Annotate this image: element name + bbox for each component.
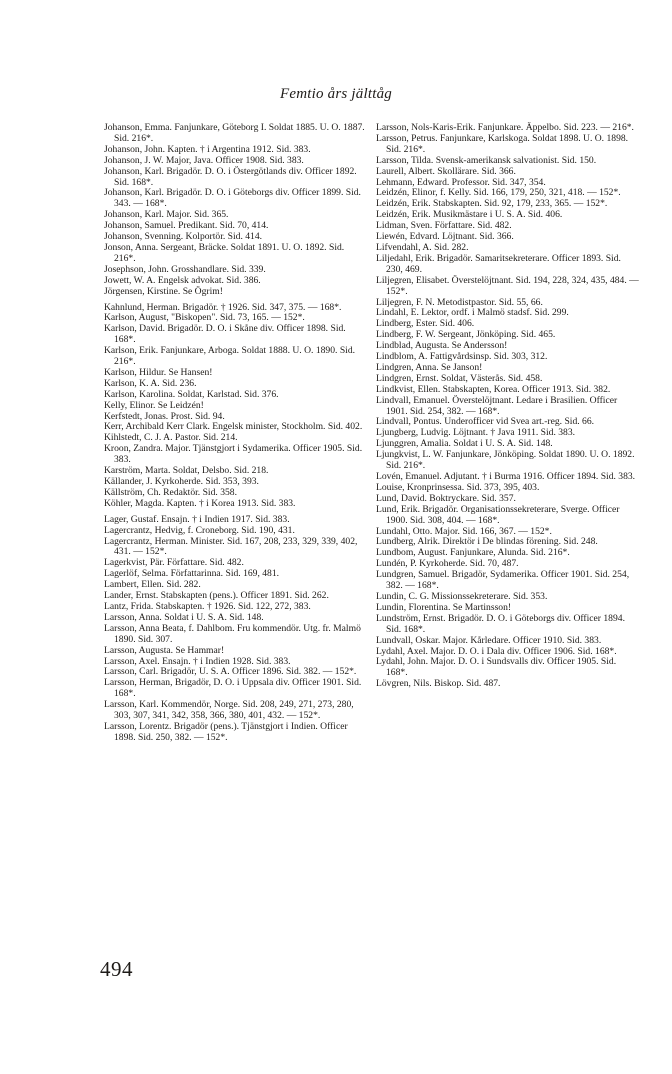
index-entry: Lydahl, Axel. Major. D. O. i Dala div. Officer 1906. Sid. 168*. [376,645,617,657]
index-entry: Leidzén, Erik. Musikmästare i U. S. A. Sid. 406. [376,209,563,221]
index-entry: Lambert, Ellen. Sid. 282. [104,579,201,591]
index-entry: Ljungkvist, L. W. Fanjunkare, Jönköping. Soldat 1890. U. O. 1892. Sid. 216*. [376,449,635,472]
index-entry: Kerfstedt, Jonas. Prost. Sid. 94. [104,410,225,422]
index-entry: Kahnlund, Herman. Brigadör. † 1926. Sid. 347, 375. — 168*. [104,301,342,313]
index-entry: Karlson, David. Brigadör. D. O. i Skåne div. Officer 1898. Sid. 168*. [104,323,346,346]
index-entry: Lundin, Florentina. Se Martinsson! [376,601,512,613]
index-column-left [104,123,367,744]
index-entry: Larsson, Karl. Kommendör, Norge. Sid. 208, 249, 271, 273, 280, 303, 307, 341, 342, 358, 366, 380, 401, 432. — 152*. [104,699,354,722]
index-entry: Johanson, Karl. Brigadör. D. O. i Östergötlands div. Officer 1892. Sid. 168*. [104,165,357,188]
index-entry: Karlson, K. A. Sid. 236. [104,377,197,389]
index-entry: Lundbom, August. Fanjunkare, Alunda. Sid. 216*. [376,547,570,559]
index-entry: Kihlstedt, C. J. A. Pastor. Sid. 214. [104,432,238,444]
index-entry: Kroon, Zandra. Major. Tjänstgjort i Sydamerika. Officer 1905. Sid. 383. [104,443,363,466]
index-entry: Källander, J. Kyrkoherde. Sid. 353, 393. [104,476,259,487]
index-entry: Lövgren, Nils. Biskop. Sid. 487. [376,678,501,690]
index-entry: Lidman, Sven. Författare. Sid. 482. [376,220,512,232]
index-entry: Liljedahl, Erik. Brigadör. Samaritsekreterare. Officer 1893. Sid. 230, 469. [376,252,621,275]
index-entry: Lindgren, Anna. Se Janson! [376,361,483,373]
index-column-right [376,123,639,690]
index-entry: Larsson, Tilda. Svensk-amerikansk salvationist. Sid. 150. [376,154,597,166]
index-entry: Larsson, Herman, Brigadör, D. O. i Uppsala div. Officer 1901. Sid. 168*. [104,677,362,700]
index-entry: Lund, David. Boktryckare. Sid. 357. [376,492,516,504]
index-entry: Lagercrantz, Herman. Minister. Sid. 167, 208, 233, 329, 339, 402, 431. — 152*. [104,535,358,558]
index-entry: Liljegren, F. N. Metodistpastor. Sid. 55, 66. [376,296,543,308]
index-entry: Johanson, Karl. Brigadör. D. O. i Göteborgs div. Officer 1899. Sid. 343. — 168*. [104,187,361,210]
index-entry: Laurell, Albert. Skollärare. Sid. 366. [376,165,516,177]
index-entry: Lindblad, Augusta. Se Andersson! [376,340,508,352]
index-entry: Källström, Ch. Redaktör. Sid. 358. [104,486,237,498]
index-entry: Ljungberg, Ludvig. Löjtnant. † Java 1911. Sid. 383. [376,427,576,439]
index-entry: Kelly, Elinor. Se Leidzén! [104,399,204,411]
index-entry: Lehmann, Edward. Professor. Sid. 347, 354. [376,176,546,188]
index-entry: Larsson, Axel. Ensajn. † i Indien 1928. Sid. 383. [104,655,291,667]
index-entry: Louise, Kronprinsessa. Sid. 373, 395, 403. [376,481,540,493]
index-entry: Jowett, W. A. Engelsk advokat. Sid. 386. [104,274,261,286]
index-entry: Lagerlöf, Selma. Författarinna. Sid. 169, 481. [104,568,280,580]
index-entry: Johanson, John. Kapten. † i Argentina 1912. Sid. 383. [104,143,311,155]
index-entry: Lindkvist, Ellen. Stabskapten, Korea. Officer 1913. Sid. 382. [376,383,611,395]
index-entry: Lundström, Ernst. Brigadör. D. O. i Göteborgs div. Officer 1894. Sid. 168*. [376,612,625,635]
index-entry: Larsson, Nols-Karis-Erik. Fanjunkare. Äppelbo. Sid. 223. — 216*. [376,122,634,133]
index-entry: Lagerkvist, Pär. Författare. Sid. 482. [104,557,244,569]
index-entry: Leidzén, Elinor, f. Kelly. Sid. 166, 179, 250, 321, 418. — 152*. [376,187,621,199]
index-entry: Lindberg, Ester. Sid. 406. [376,318,475,330]
index-entry: Karlson, August, "Biskopen". Sid. 73, 165. — 152*. [104,312,305,324]
index-entry: Lander, Ernst. Stabskapten (pens.). Officer 1891. Sid. 262. [104,590,329,602]
index-entry: Lindvall, Pontus. Underofficer vid Svea art.-reg. Sid. 66. [376,416,595,428]
index-entry: Larsson, Carl. Brigadör, U. S. A. Officer 1896. Sid. 382. — 152*. [104,666,357,678]
index-entry: Ljunggren, Amalia. Soldat i U. S. A. Sid. 148. [376,438,553,450]
index-entry: Lindblom, A. Fattigvårdsinsp. Sid. 303, 312. [376,351,548,363]
index-entry: Lindahl, E. Lektor, ordf. i Malmö stadsf. Sid. 299. [376,307,569,319]
index-entry: Leidzén, Erik. Stabskapten. Sid. 92, 179, 233, 365. — 152*. [376,198,608,210]
index-entry: Larsson, Anna. Soldat i U. S. A. Sid. 148. [104,611,264,623]
index-entry: Liewén, Edvard. Löjtnant. Sid. 366. [376,231,514,243]
index-entry: Lagercrantz, Hedvig, f. Croneborg. Sid. 190, 431. [104,524,295,536]
index-entry: Karlson, Karolina. Soldat, Karlstad. Sid. 376. [104,388,279,400]
index-entry: Lundin, C. G. Missionssekreterare. Sid. 353. [376,590,548,602]
index-entry: Kerr, Archibald Kerr Clark. Engelsk minister, Stockholm. Sid. 402. [104,421,363,433]
index-entry: Larsson, Lorentz. Brigadör (pens.). Tjänstgjort i Indien. Officer 1898. Sid. 250, 382. — 152*. [104,720,348,743]
index-entry: Liljegren, Elisabet. Överstelöjtnant. Sid. 194, 228, 324, 435, 484. — 152*. [376,274,639,297]
index-entry: Lovén, Emanuel. Adjutant. † i Burma 1916. Officer 1894. Sid. 383. [376,471,636,482]
index-entry: Lydahl, John. Major. D. O. i Sundsvalls div. Officer 1905. Sid. 168*. [376,656,617,679]
index-entry: Johanson, Karl. Major. Sid. 365. [104,209,229,221]
index-entry: Karström, Marta. Soldat, Delsbo. Sid. 218. [104,465,269,477]
index-entry: Lundgren, Samuel. Brigadör, Sydamerika. Officer 1901. Sid. 254, 382. — 168*. [376,569,630,592]
index-entry: Jörgensen, Kirstine. Se Ögrim! [104,285,223,297]
index-entry: Lindgren, Ernst. Soldat, Västerås. Sid. 458. [376,372,543,384]
index-entry: Lundahl, Otto. Major. Sid. 166, 367. — 152*. [376,525,552,537]
index-entry: Karlson, Erik. Fanjunkare, Arboga. Soldat 1888. U. O. 1890. Sid. 216*. [104,345,356,368]
index-entry: Lager, Gustaf. Ensajn. † i Indien 1917. Sid. 383. [104,513,290,525]
index-entry: Larsson, Petrus. Fanjunkare, Karlskoga. Soldat 1898. U. O. 1898. Sid. 216*. [376,132,629,155]
index-entry: Jonson, Anna. Sergeant, Bräcke. Soldat 1891. U. O. 1892. Sid. 216*. [104,241,345,264]
index-entry: Köhler, Magda. Kapten. † i Korea 1913. Sid. 383. [104,497,296,509]
index-entry: Johanson, Svenning. Kolportör. Sid. 414. [104,231,263,243]
index-entry: Larsson, Augusta. Se Hammar! [104,644,225,656]
index-entry: Lundén, P. Kyrkoherde. Sid. 70, 487. [376,558,519,570]
index-entry: Karlson, Hildur. Se Hansen! [104,366,213,378]
index-entry: Lundberg, Alrik. Direktör i De blindas förening. Sid. 248. [376,536,598,548]
index-entry: Lindvall, Emanuel. Överstelöjtnant. Ledare i Brasilien. Officer 1901. Sid. 254, 382. — 168*. [376,394,618,417]
index-entry: Larsson, Anna Beata, f. Dahlbom. Fru kommendör. Utg. fr. Malmö 1890. Sid. 307. [104,622,361,645]
index-entry: Lifvendahl, A. Sid. 282. [376,241,469,253]
index-entry: Lindberg, F. W. Sergeant, Jönköping. Sid. 465. [376,329,556,341]
index-entry: Lantz, Frida. Stabskapten. † 1926. Sid. 122, 272, 383. [104,600,311,612]
index-entry: Lundvall, Oskar. Major. Kårledare. Officer 1910. Sid. 383. [376,634,602,646]
running-head: Femtio års jälttåg [280,86,392,102]
index-entry: Josephson, John. Grosshandlare. Sid. 339. [104,263,266,275]
index-entry: Johanson, Samuel. Predikant. Sid. 70, 414. [104,220,269,232]
page-number: 494 [100,957,133,981]
index-entry: Lund, Erik. Brigadör. Organisationssekreterare, Sverge. Officer 1900. Sid. 308, 404. — 168*. [376,503,620,526]
index-entry: Johanson, J. W. Major, Java. Officer 1908. Sid. 383. [104,154,304,166]
index-entry: Johanson, Emma. Fanjunkare, Göteborg I. Soldat 1885. U. O. 1887. Sid. 216*. [104,122,365,144]
